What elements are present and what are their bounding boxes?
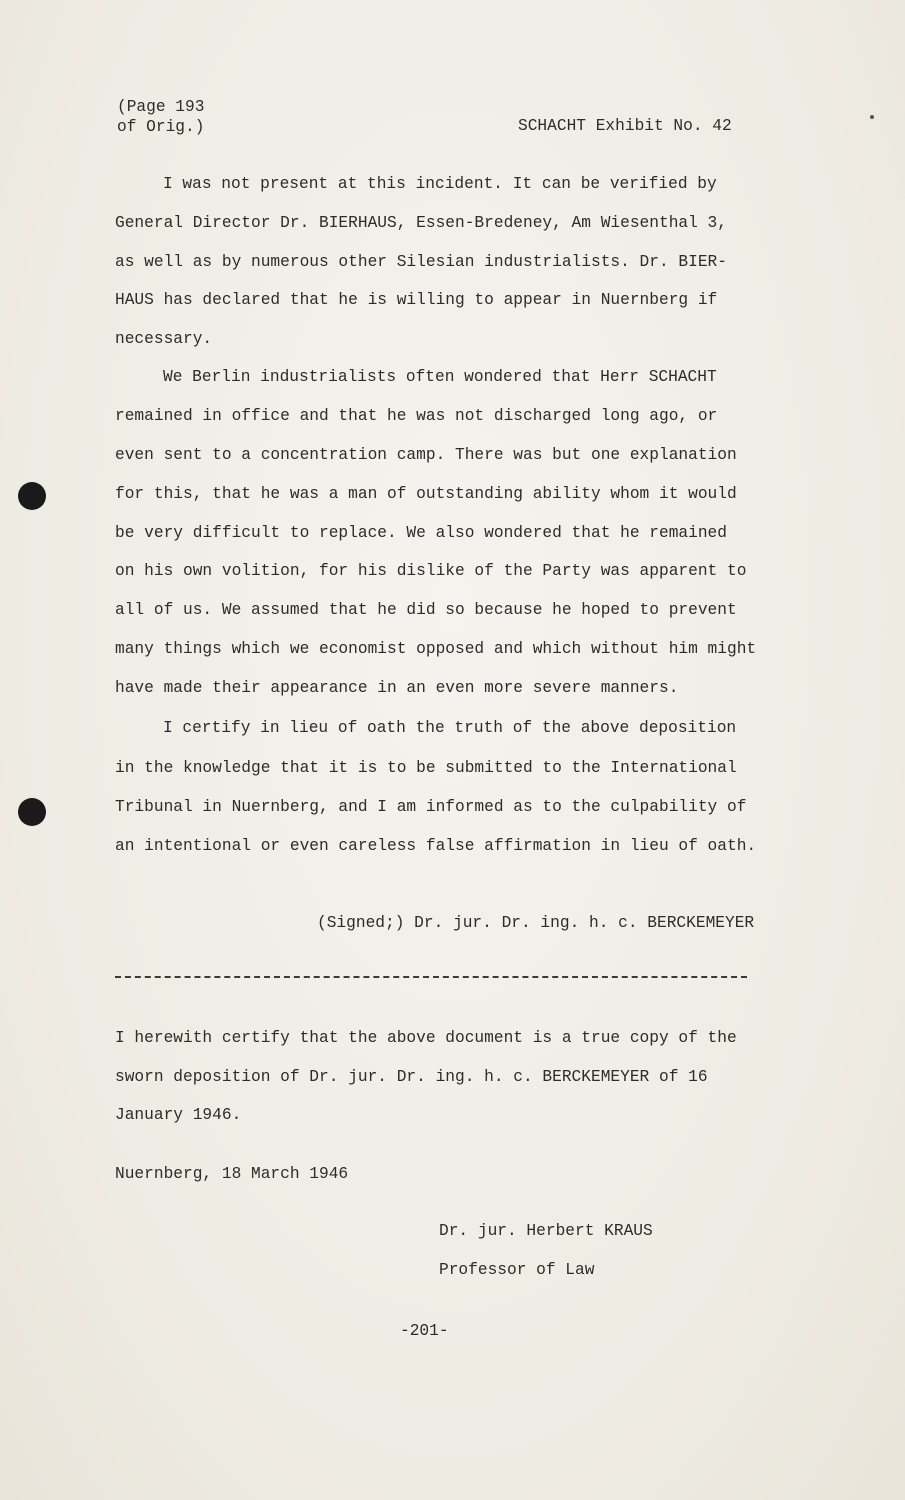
body-line: an intentional or even careless false affirmation in lieu of oath. (115, 837, 757, 855)
certification-line: January 1946. (115, 1106, 242, 1124)
speck (870, 115, 874, 119)
body-line: in the knowledge that it is to be submitted to the International (115, 759, 737, 777)
body-line: even sent to a concentration camp. There was but one explanation (115, 446, 737, 464)
exhibit-number: SCHACHT Exhibit No. 42 (518, 117, 732, 135)
place-date: Nuernberg, 18 March 1946 (115, 1165, 349, 1183)
body-line: Tribunal in Nuernberg, and I am informed as to the culpability of (115, 798, 747, 816)
body-line: remained in office and that he was not discharged long ago, or (115, 407, 718, 425)
separator-rule (115, 976, 747, 978)
body-line: I was not present at this incident. It can be verified by (163, 175, 717, 193)
page-number: -201- (400, 1322, 449, 1340)
body-line: necessary. (115, 330, 213, 348)
body-line: all of us. We assumed that he did so because he hoped to prevent (115, 601, 737, 619)
body-line: have made their appearance in an even more severe manners. (115, 679, 679, 697)
page-ref-line2: of Orig.) (117, 118, 205, 136)
body-line: many things which we economist opposed and which without him might (115, 640, 757, 658)
certification-line: sworn deposition of Dr. jur. Dr. ing. h. c. BERCKEMEYER of 16 (115, 1068, 708, 1086)
certification-line: I herewith certify that the above document is a true copy of the (115, 1029, 737, 1047)
signature-line: (Signed;) Dr. jur. Dr. ing. h. c. BERCKEMEYER (317, 914, 755, 932)
punch-hole (18, 482, 46, 510)
certifier-name: Dr. jur. Herbert KRAUS (439, 1222, 653, 1240)
body-line: HAUS has declared that he is willing to appear in Nuernberg if (115, 291, 718, 309)
page-ref-line1: (Page 193 (117, 98, 205, 116)
body-line: I certify in lieu of oath the truth of the above deposition (163, 719, 737, 737)
body-line: We Berlin industrialists often wondered that Herr SCHACHT (163, 368, 717, 386)
punch-hole (18, 798, 46, 826)
body-line: as well as by numerous other Silesian industrialists. Dr. BIER- (115, 253, 727, 271)
body-line: for this, that he was a man of outstanding ability whom it would (115, 485, 737, 503)
body-line: on his own volition, for his dislike of the Party was apparent to (115, 562, 747, 580)
body-line: be very difficult to replace. We also wondered that he remained (115, 524, 727, 542)
body-line: General Director Dr. BIERHAUS, Essen-Bredeney, Am Wiesenthal 3, (115, 214, 727, 232)
certifier-title: Professor of Law (439, 1261, 595, 1279)
